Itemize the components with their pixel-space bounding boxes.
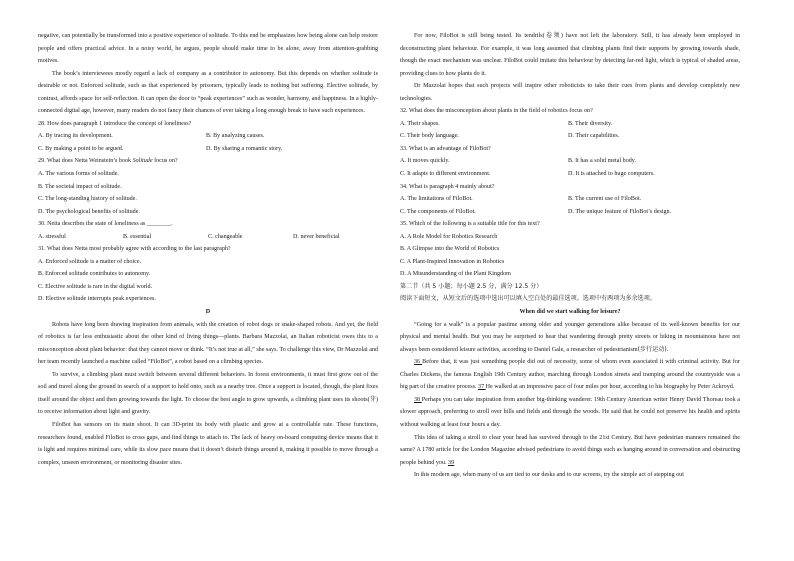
paragraph-walk-4: This idea of taking a stroll to clear your head has survived through to the 21st Century. But have pedestrian manners remained the same? A 1780 article for the London Magazine advised pedestrians to avoid things such as hanging around in conversation and obstructing people behind you. 39 (400, 434, 740, 466)
q32-option-d[interactable]: D. Their capabilities. (568, 133, 620, 140)
q30-option-a[interactable]: A. stressful (38, 233, 66, 240)
left-column (38, 30, 378, 469)
question-29: 29. What does Netta Weinstein’s book Solitude focus on? (38, 158, 178, 165)
q28-options-row1 (38, 130, 378, 143)
question-35: 35. Which of the following is a suitable title for this text? (400, 221, 540, 228)
blank-37[interactable]: 37 (478, 384, 486, 391)
q35-option-a[interactable]: A. A Role Model for Robotics Research (400, 233, 498, 240)
q32-options-row1 (400, 118, 740, 131)
q29-option-a[interactable]: A. The various forms of solitude. (38, 171, 119, 178)
q28-option-b[interactable]: B. By analyzing causes. (206, 133, 265, 140)
right-column (400, 30, 740, 482)
paragraph-d1: Robots have long been drawing inspiration from animals, with the creation of robot dogs or snake-shaped robots. And yet, the field of robotics is far less enthusiastic about the other kind of living things—plants. Barbara Mazzolai, an Italian roboticist owes this to a misconception about plant behavior: that they cannot move or think. “It’s not true at all,” she says. To challenge this view, Dr Mazzolai and her team recently launched a machine called “FiloBot”, a robot based on a climbing species. (38, 321, 378, 366)
q33-options-row1 (400, 155, 740, 168)
q34-option-a[interactable]: A. The limitations of FiloBot. (400, 196, 473, 203)
q30-option-c[interactable]: C. changeable (208, 233, 243, 240)
paragraph-filobot-testing: For now, FiloBot is still being tested. Its tendrils(卷须) have not left the laboratory. Still, it has already been employed in deconstructing plant behaviour. For example, it was long assumed that climbing plants find their supports by growing towards shade, though the exact mechanism was unclear. FiloBot could imitate this behaviour by detecting far-red light, which is typical of shaded areas, providing clues to how plants do it. (400, 33, 740, 77)
question-30: 30. Netta describes the state of loneliness as ________. (38, 221, 173, 228)
q31-option-a[interactable]: A. Enforced solitude is a matter of choice. (38, 258, 142, 265)
q33-option-c[interactable]: C. It adapts to different environment. (400, 171, 491, 178)
passage-title: When did we start walking for leisure? (519, 309, 621, 316)
q29-option-d[interactable]: D. The psychological benefits of solitude. (38, 208, 140, 215)
q28-option-c[interactable]: C. By making a point to be argued. (38, 145, 124, 152)
blank-38[interactable]: 38 (414, 396, 422, 403)
q28-option-a[interactable]: A. By tracing its development. (38, 133, 113, 140)
q30-option-d[interactable]: D. never beneficial (293, 233, 340, 240)
q32-option-c[interactable]: C. Their body language. (400, 133, 459, 140)
question-28: 28. How does paragraph 1 introduce the concept of loneliness? (38, 120, 192, 127)
q33-option-b[interactable]: B. It has a solid metal body. (568, 158, 636, 165)
section-2-instructions: 阅读下面短文，从短文后的选项中选出可以填入空白处的最佳选项。选项中有两项为多余选项。 (400, 295, 656, 303)
paragraph-walk-2: 36 Before that, it was just something people did out of necessity, some of whom even associated it with criminal activity. But for Charles Dickens, the famous English 19th Century author, marching through London streets and tramping around the countryside was a big part of the creative process. 37 He walked at an impressive pace of four miles per hour, according to his biography by Peter Ackroyd. (400, 359, 740, 391)
q32-option-a[interactable]: A. Their shapes. (400, 120, 440, 127)
q30-options (38, 231, 378, 244)
q35-option-b[interactable]: B. A Glimpse into the World of Robotics (400, 246, 500, 253)
q29-option-c[interactable]: C. The long-standing history of solitude. (38, 196, 137, 203)
q32-option-b[interactable]: B. Their diversity. (568, 120, 613, 127)
q34-options-row1 (400, 193, 740, 206)
q34-option-c[interactable]: C. The components of FiloBot. (400, 208, 476, 215)
paragraph-walk-3: 38 Perhaps you can take inspiration from another big-thinking wanderer. 19th Century American writer Henry David Thoreau took a slower approach, preferring to stroll over hills and fields and through the woods. He said that he could not preserve his health and spirits without walking at least four hours a day. (400, 396, 740, 428)
paragraph-solitude-intro: negative, can potentially be transformed into a positive experience of solitude. To this end he emphasizes how being alone can help restore people and offers practical advice. In a noisy world, he argues, people should make time to be alone, away from attention-grabbing motives. (38, 33, 378, 65)
q35-option-c[interactable]: C. A Plant-Inspired Innovation in Robotics (400, 258, 505, 265)
q34-option-d[interactable]: D. The unique feature of FiloBot’s design. (568, 208, 672, 215)
q28-option-d[interactable]: D. By sharing a romantic story. (206, 145, 283, 152)
paragraph-d3: FiloBot has sensors on its main shoot. It can 3D-print its body with plastic and grow at a controllable rate. These functions, researchers found, enabled FiloBot to cross gaps, and find things to attach to. The lack of heavy on-board computing device means that it is light and requires minimal care, while its slow pace means that it doesn’t disturb things around it, making it possible to move through a complex, unseen environment, or monitoring disaster sites. (38, 421, 378, 466)
blank-36[interactable]: 36 (414, 359, 423, 366)
question-32: 32. What does the misconception about plants in the field of robotics focus on? (400, 108, 593, 115)
passage-d-heading: D (205, 309, 211, 316)
paragraph-d2: To survive, a climbing plant must switch between several different behaviors. In forest environments, it must first grow out of the soil and travel along the ground in search of a support to hold onto, such as a nearby tree. Once a support is located, though, the plant fixes itself around the object and then growing towards the light. To choose the best angle to grow upwards, a climbing plant uses its shoots(芽) to receive information about light and gravity. (38, 371, 378, 416)
q28-options-row2 (38, 143, 378, 156)
q33-option-a[interactable]: A. It moves quickly. (400, 158, 450, 165)
blank-39[interactable]: 39 (448, 459, 455, 466)
question-34: 34. What is paragraph 4 mainly about? (400, 183, 495, 190)
q30-option-b[interactable]: B. essential (123, 233, 152, 240)
q31-option-b[interactable]: B. Enforced solitude contributes to autonomy. (38, 271, 151, 278)
paragraph-mazzolai-hopes: Dr Mazzolai hopes that such projects will inspire other roboticists to take their cues from plants and develop completely new technologies. (400, 83, 740, 102)
q34-options-row2 (400, 206, 740, 219)
question-33: 33. What is an advantage of FiloBot? (400, 145, 491, 152)
q33-option-d[interactable]: D. It is attached to huge computers. (568, 171, 655, 178)
q32-options-row2 (400, 130, 740, 143)
q35-option-d[interactable]: D. A Misunderstanding of the Plant Kingdom (400, 271, 511, 278)
q33-options-row2 (400, 168, 740, 181)
q34-option-b[interactable]: B. The current use of FiloBot. (568, 196, 642, 203)
paragraph-walk-5: In this modern age, when many of us are tied to our desks and to our screens, try the simple act of stepping out (414, 472, 684, 479)
q31-option-c[interactable]: C. Elective solitude is rare in the digital world. (38, 283, 153, 290)
question-31: 31. What does Netta most probably agree with according to the last paragraph? (38, 246, 231, 253)
q31-option-d[interactable]: D. Elective solitude interrupts peak experiences. (38, 296, 156, 303)
q29-option-b[interactable]: B. The societal impact of solitude. (38, 183, 122, 190)
paragraph-walk-1: “Going for a walk” is a popular pastime among older and younger generations alike because of its well-known benefits for our physical and mental health. But you may be surprised to hear that wandering through pretty streets or hiking in mountainous have not always been considered leisure activities, according to Daniel Gale, a researcher of pedestrianism(步行运动). (400, 321, 740, 353)
section-2-header: 第二节（共 5 小题；每小题 2.5 分，满分 12.5 分） (400, 282, 543, 290)
paragraph-book: The book’s interviewees mostly regard a lack of company as a contributor to autonomy. But this depends on whether solitude is desirable or not. Enforced solitude, such as that experienced by prisoners, typically leads to nothing but suffering. Elective solitude, by contrast, affords space for self-reflection. It can open the door to “peak experiences” such as wonder, harmony, and happiness. In a highly-connected digital age, however, many readers do not fancy their chances of ever taking a long enough break to have such experiences. (38, 70, 378, 115)
